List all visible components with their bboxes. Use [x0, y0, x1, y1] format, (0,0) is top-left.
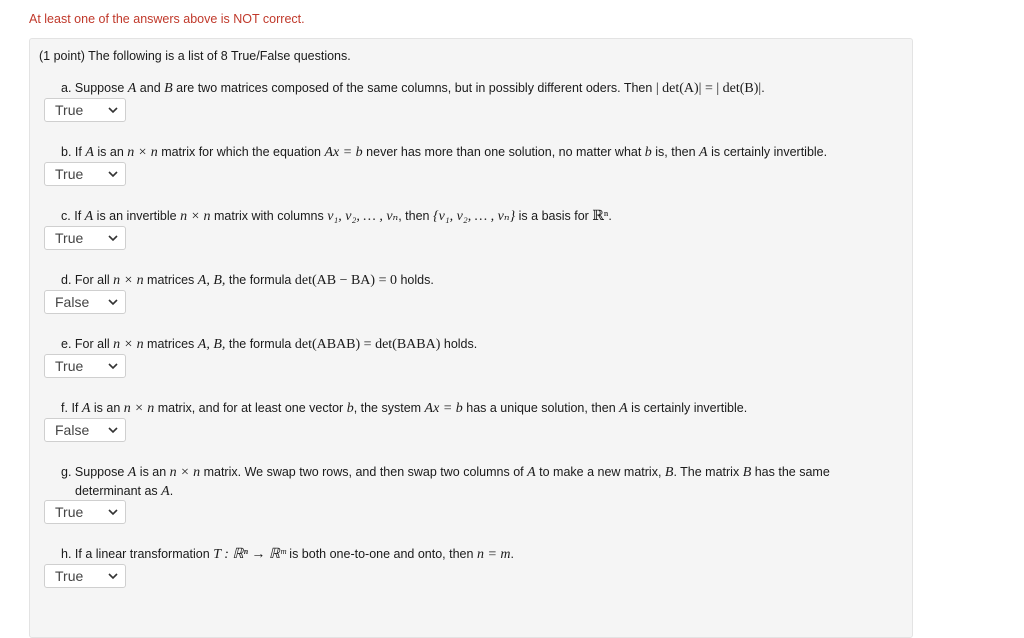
question-e — [61, 335, 876, 354]
question-a-answer-select[interactable]: True — [44, 98, 126, 122]
chevron-down-icon — [107, 167, 119, 181]
question-a — [61, 79, 876, 98]
question-c-text: c. If A is an invertible n × n matrix with columns v₁, v₂, … , vₙ, then {v₁, v₂, … , vₙ} is a basis for ℝⁿ. — [61, 209, 612, 224]
question-d-text: d. For all n × n matrices A, B, the formula det(AB − BA) = 0 holds. — [61, 273, 434, 288]
chevron-down-icon — [107, 505, 119, 519]
chevron-down-icon — [107, 231, 119, 245]
chevron-down-icon — [107, 569, 119, 583]
question-g-text: g. Suppose A is an n × n matrix. We swap two rows, and then swap two columns of A to make a new matrix, B. The matrix B has the same determinant as A. — [61, 465, 830, 499]
problem-intro: (1 point) The following is a list of 8 True/False questions. — [39, 49, 351, 63]
chevron-down-icon — [107, 295, 119, 309]
question-h-answer-select[interactable]: True — [44, 564, 126, 588]
question-f-answer-select[interactable]: False — [44, 418, 126, 442]
question-b — [61, 143, 876, 162]
question-g-answer-select[interactable]: True — [44, 500, 126, 524]
question-f — [61, 399, 876, 418]
question-b-answer-select[interactable]: True — [44, 162, 126, 186]
question-c — [61, 207, 876, 226]
question-h-text: h. If a linear transformation T : ℝⁿ → ℝᵐ is both one-to-one and onto, then n = m. — [61, 547, 514, 562]
chevron-down-icon — [107, 103, 119, 117]
question-f-text: f. If A is an n × n matrix, and for at least one vector b, the system Ax = b has a unique solution, then A is certainly invertible. — [61, 401, 748, 416]
question-d — [61, 271, 876, 290]
chevron-down-icon — [107, 423, 119, 437]
question-e-answer-select[interactable]: True — [44, 354, 126, 378]
error-message: At least one of the answers above is NOT correct. — [29, 12, 305, 26]
question-d-answer-select[interactable]: False — [44, 290, 126, 314]
question-a-text: a. Suppose A and B are two matrices composed of the same columns, but in possibly different oders. Then | det(A)| = | det(B)|. — [61, 81, 765, 96]
chevron-down-icon — [107, 359, 119, 373]
question-e-text: e. For all n × n matrices A, B, the formula det(ABAB) = det(BABA) holds. — [61, 337, 478, 352]
question-b-text: b. If A is an n × n matrix for which the equation Ax = b never has more than one solution, no matter what b is, then A is certainly invertible. — [61, 145, 828, 160]
problem-box — [29, 38, 913, 638]
question-c-answer-select[interactable]: True — [44, 226, 126, 250]
question-h — [61, 545, 876, 564]
question-g — [61, 463, 876, 501]
